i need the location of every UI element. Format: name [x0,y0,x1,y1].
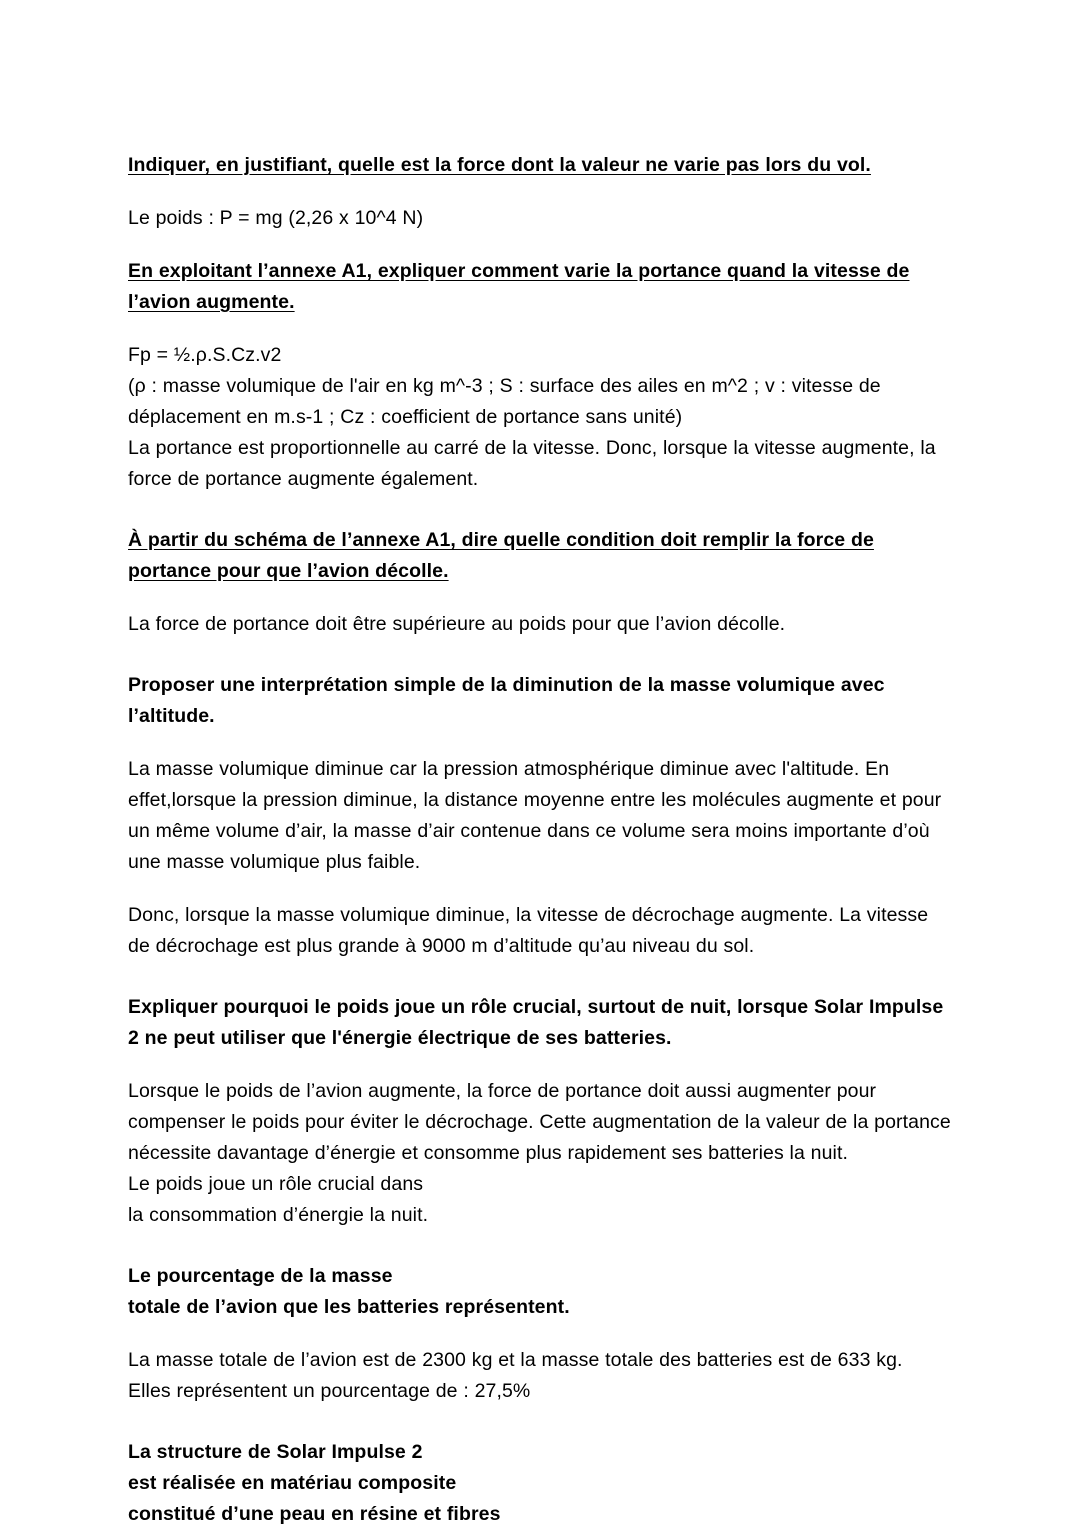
question-heading-structure-l2: est réalisée en matériau composite [128,1472,457,1494]
spacer [128,732,952,754]
spacer [128,1054,952,1076]
answer-poids-role-l2: la consommation d’énergie la nuit. [128,1204,429,1226]
spacer [128,1323,952,1345]
answer-poids-portance-energie: Lorsque le poids de l’avion augmente, la force de portance doit aussi augmenter pour compenser le poids pour éviter le décrochage. Cette augmentation de la valeur de la portance nécessite davantage d’énergie et consomme plus rapidement ses batteries la nuit. [128,1080,951,1164]
spacer [128,962,952,992]
answer-pourcentage-batteries: Elles représentent un pourcentage de : 27,5% [128,1380,531,1402]
spacer [128,318,952,340]
answer-masses-totales: La masse totale de l’avion est de 2300 kg et la masse totale des batteries est de 633 kg. [128,1349,903,1371]
spacer [128,640,952,670]
question-heading-condition-decollage: À partir du schéma de l’annexe A1, dire quelle condition doit remplir la force de portance pour que l’avion décolle. [128,529,874,582]
answer-poids: Le poids : P = mg (2,26 x 10^4 N) [128,207,424,229]
answer-poids-role-l1: Le poids joue un rôle crucial dans [128,1173,424,1195]
answer-vitesse-decrochage: Donc, lorsque la masse volumique diminue, la vitesse de décrochage augmente. La vitesse de décrochage est plus grande à 9000 m d’altitude qu’au niveau du sol. [128,904,929,957]
question-heading-portance-vitesse: En exploitant l’annexe A1, expliquer comment varie la portance quand la vitesse de l’avion augmente. [128,260,910,313]
question-heading-poids-role-crucial: Expliquer pourquoi le poids joue un rôle crucial, surtout de nuit, lorsque Solar Impulse 2 ne peut utiliser que l'énergie électrique de ses batteries. [128,996,944,1049]
question-heading-structure-l1: La structure de Solar Impulse 2 [128,1441,423,1463]
question-heading-masse-volumique: Proposer une interprétation simple de la diminution de la masse volumique avec l’altitude. [128,674,885,727]
question-heading-pourcentage-masse-l2: totale de l’avion que les batteries représentent. [128,1296,570,1318]
spacer [128,1231,952,1261]
document-body [128,150,952,1530]
answer-condition-decollage: La force de portance doit être supérieure au poids pour que l’avion décolle. [128,613,786,635]
question-heading-force-constante: Indiquer, en justifiant, quelle est la force dont la valeur ne varie pas lors du vol. [128,154,871,176]
spacer [128,234,952,256]
spacer [128,1407,952,1437]
spacer [128,878,952,900]
spacer [128,587,952,609]
answer-formule-portance: Fp = ½.ρ.S.Cz.v2 [128,344,282,366]
spacer [128,181,952,203]
question-heading-pourcentage-masse-l1: Le pourcentage de la masse [128,1265,393,1287]
answer-portance-proportionnelle: La portance est proportionnelle au carré de la vitesse. Donc, lorsque la vitesse augmente, la force de portance augmente également. [128,437,936,490]
answer-masse-volumique-pression: La masse volumique diminue car la pression atmosphérique diminue avec l'altitude. En effet,lorsque la pression diminue, la distance moyenne entre les molécules augmente et pour un même volume d’air, la masse d’air contenue dans ce volume sera moins importante d’où une masse volumique plus faible. [128,758,942,873]
spacer [128,495,952,525]
answer-legende-variables: (ρ : masse volumique de l'air en kg m^-3 ; S : surface des ailes en m^2 ; v : vitesse de déplacement en m.s-1 ; Cz : coefficient de portance sans unité) [128,375,881,428]
question-heading-structure-l3: constitué d’une peau en résine et fibres [128,1503,501,1525]
